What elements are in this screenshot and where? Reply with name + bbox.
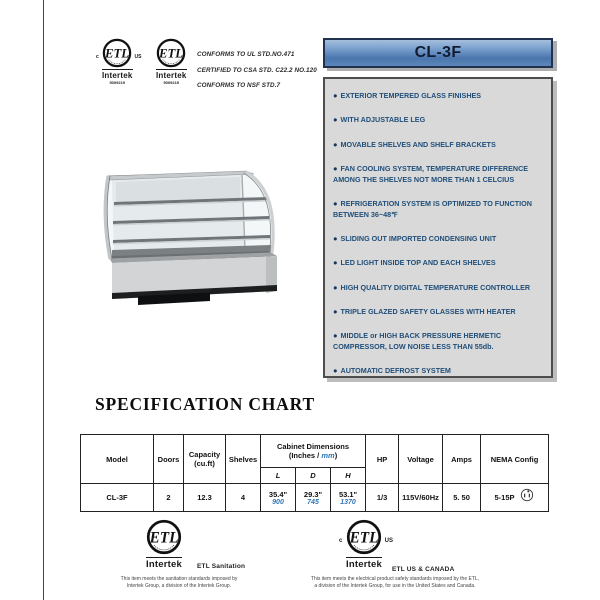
bullet-icon: ● [333,234,338,244]
bullet-icon: ● [333,198,338,208]
col-header-hp: HP [366,435,399,484]
electrical-disclaimer: This item meets the electrical product safety standards imposed by the ETL, a division of the Intertek Group, for use in the United States and Canada. [310,576,480,589]
intertek-number: 5009219 [163,80,180,85]
feature-item [333,198,543,221]
model-title-banner: CL-3F [323,38,553,68]
svg-text:ETL: ETL [149,529,179,547]
etl-logo-icon [156,38,186,68]
product-photo-display-case [80,160,295,318]
etl-logo-icon [102,38,132,68]
col-header-dimensions [261,435,366,468]
feature-text: WITH ADJUSTABLE LEG [340,115,426,125]
c-mark-label: c [96,54,99,60]
svg-text:ETL: ETL [159,46,184,61]
depth-inches: 29.3" [303,489,323,499]
cell-capacity: 12.3 [184,484,226,512]
col-header-nema: NEMA Config [481,435,549,484]
col-header-capacity [184,435,226,484]
etl-cus-logo [96,38,142,85]
bullet-icon: ● [333,115,338,125]
intertek-label: Intertek [346,559,382,570]
intertek-label: Intertek [146,559,182,570]
height-mm: 1370 [340,498,356,506]
feature-list [333,90,543,377]
etl-logo-icon [346,519,382,555]
etl-logo-icon [146,519,182,555]
col-header-voltage: Voltage [399,435,443,484]
feature-item [333,365,543,377]
bullet-icon: ● [333,91,338,100]
cert-line: CONFORMS TO UL STD.NO.471 [197,51,295,58]
feature-item [333,282,543,294]
feature-item [333,306,543,318]
subcol-header-l: L [261,468,296,484]
feature-text: TRIPLE GLAZED SAFETY GLASSES WITH HEATER [340,306,516,316]
bullet-icon: ● [333,282,338,292]
spec-chart-title: SPECIFICATION CHART [95,394,315,414]
feature-text: SLIDING OUT IMPORTED CONDENSING UNIT [340,234,497,244]
dimensions-units: (Inches / mm) [288,451,338,460]
certification-statements [197,47,317,94]
cell-hp: 1/3 [366,484,399,512]
col-header-shelves: Shelves [226,435,261,484]
cell-voltage: 115V/60Hz [399,484,443,512]
svg-text:ETL: ETL [105,46,130,61]
nema-plug-label: 5-15P [494,493,515,502]
svg-text:ETL: ETL [349,529,379,547]
c-mark-label: c [339,538,343,544]
capacity-unit-label: (cu.ft) [194,459,215,468]
mm-unit-label: mm [321,451,335,460]
etl-us-canada-logo [339,519,393,570]
display-case-base [110,253,277,305]
feature-text: REFRIGERATION SYSTEM IS OPTIMIZED TO FUNCTION BETWEEN 36~48℉ [333,198,532,219]
col-header-model: Model [81,435,154,484]
nema-config-value [481,493,548,502]
height-inches: 53.1" [338,489,358,499]
etl-sanitation-title: ETL Sanitation [197,563,246,570]
feature-text: MIDDLE or HIGH BACK PRESSURE HERMETIC COMPRESSOR, LOW NOISE LESS THAN 55db. [333,331,502,352]
us-mark-label: US [134,54,142,60]
feature-text: MOVABLE SHELVES AND SHELF BRACKETS [340,139,496,149]
dimensions-title: Cabinet Dimensions [276,442,350,451]
cell-model: CL-3F [81,484,154,512]
cell-length [261,484,296,512]
feature-item [333,163,543,186]
intertek-label: Intertek [156,71,187,80]
cell-doors: 2 [154,484,184,512]
feature-text: FAN COOLING SYSTEM, TEMPERATURE DIFFERENCE AMONG THE SHELVES NOT MORE THAN 1 CELCIUS [333,163,529,184]
subcol-header-h: H [331,468,366,484]
bullet-icon: ● [333,258,338,268]
cell-depth [296,484,331,512]
intertek-label: Intertek [102,71,133,80]
etl-logo [156,38,187,85]
us-mark-label: US [384,538,393,544]
bullet-icon: ● [333,366,338,376]
cell-nema [481,484,549,512]
intertek-number: 5009219 [109,80,126,85]
subcol-header-d: D [296,468,331,484]
capacity-label: Capacity [188,450,221,459]
bullet-icon: ● [333,163,338,173]
feature-text: LED LIGHT INSIDE TOP AND EACH SHELVES [340,258,496,268]
feature-text: EXTERIOR TEMPERED GLASS FINISHES [340,91,482,100]
page-margin-line [43,0,44,600]
features-panel [323,77,553,378]
cell-amps: 5. 50 [443,484,481,512]
bullet-icon: ● [333,331,338,341]
display-case-glass [105,172,273,259]
cell-shelves: 4 [226,484,261,512]
cell-height [331,484,366,512]
feature-item [333,139,543,151]
feature-item [333,330,543,353]
feature-item [333,90,543,102]
feature-item [333,257,543,269]
cert-line: CONFORMS TO NSF STD.7 [197,82,281,89]
length-inches: 35.4" [268,489,288,499]
nema-plug-icon [519,488,535,502]
col-header-amps: Amps [443,435,481,484]
feature-text: AUTOMATIC DEFROST SYSTEM [340,366,451,376]
sanitation-disclaimer: This item meets the sanitation standards imposed by Intertek Group, a division of the Intertek Group. [120,576,238,589]
etl-us-canada-title: ETL US & CANADA [392,566,455,573]
cert-line: CERTIFIED TO CSA STD. C22.2 NO.120 [197,66,317,74]
length-mm: 900 [272,498,284,506]
col-header-doors: Doors [154,435,184,484]
feature-text: HIGH QUALITY DIGITAL TEMPERATURE CONTROLLER [340,282,531,292]
table-row [81,484,549,512]
specification-table [80,434,549,512]
bullet-icon: ● [333,306,338,316]
feature-item [333,233,543,245]
etl-sanitation-logo [146,519,182,570]
bullet-icon: ● [333,139,338,149]
depth-mm: 745 [307,498,319,506]
feature-item [333,114,543,126]
